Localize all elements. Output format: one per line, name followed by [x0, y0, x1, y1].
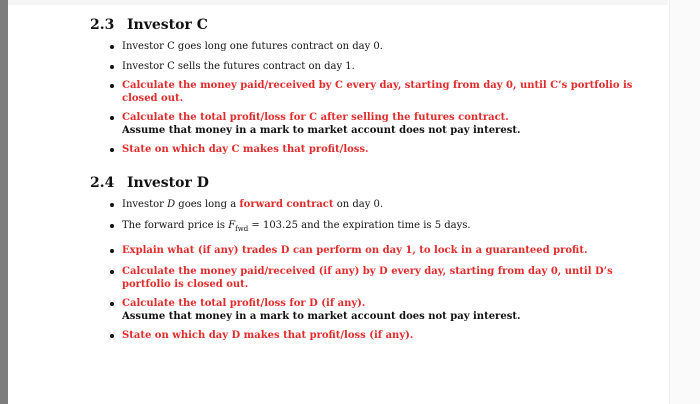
bullet-list [90, 40, 650, 156]
section-number: 2.4 [90, 175, 115, 191]
section-heading [90, 174, 650, 192]
section-title: Investor D [127, 175, 209, 191]
list-item: Calculate the total profit/loss for D (if any). Assume that money in a mark to market account does not pay interest. [122, 297, 650, 323]
list-item: Investor D goes long a forward contract on day 0. [122, 198, 650, 211]
list-item: State on which day D makes that profit/loss (if any). [122, 329, 650, 342]
page-top-edge [8, 0, 668, 5]
list-item: Calculate the total profit/loss for C after selling the futures contract. Assume that money in a mark to market account does not pay interest. [122, 111, 650, 137]
list-item: Calculate the money paid/received (if any) by D every day, starting from day 0, until D’s portfolio is closed out. [122, 265, 650, 291]
section-investor-d [90, 174, 650, 342]
list-item: State on which day C makes that profit/loss. [122, 143, 650, 156]
document-page [90, 16, 650, 342]
list-item: Investor C goes long one futures contract on day 0. [122, 40, 650, 53]
right-gutter [669, 0, 700, 404]
section-investor-c [90, 16, 650, 156]
section-heading [90, 16, 650, 34]
list-item: Explain what (if any) trades D can perform on day 1, to lock in a guaranteed profit. [122, 244, 650, 257]
left-border-strip [0, 0, 8, 404]
bullet-list [90, 198, 650, 342]
list-item: Calculate the money paid/received by C every day, starting from day 0, until C’s portfolio is closed out. [122, 79, 650, 105]
section-number: 2.3 [90, 17, 115, 33]
section-title: Investor C [127, 17, 208, 33]
list-item: Investor C sells the futures contract on day 1. [122, 60, 650, 73]
list-item: The forward price is $F_{fwd} = 103.25$ and the expiration time is 5 days. [122, 219, 650, 236]
